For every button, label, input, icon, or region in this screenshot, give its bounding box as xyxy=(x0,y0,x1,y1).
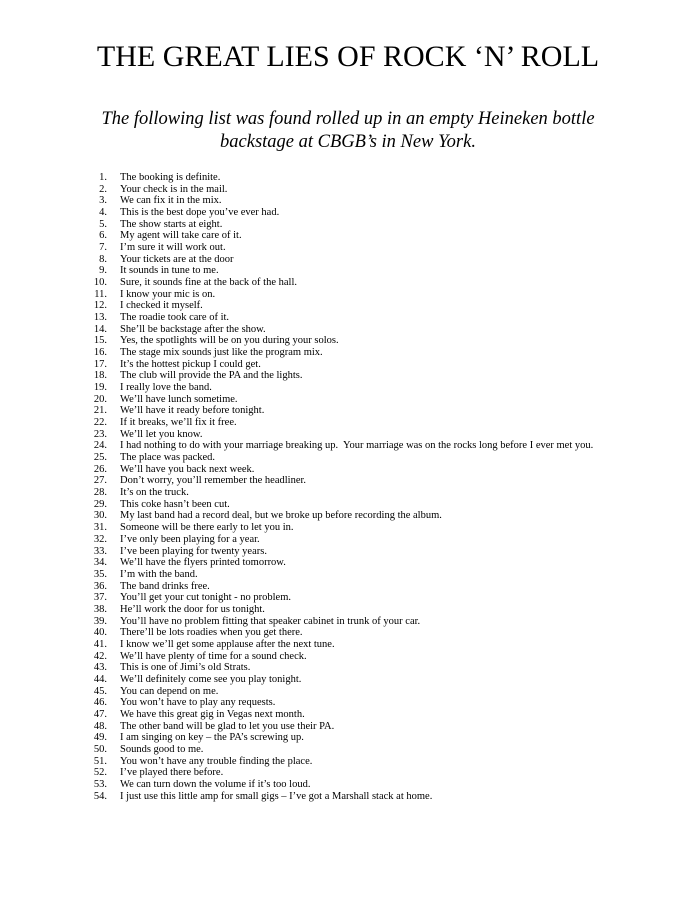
item-text: You won’t have any trouble finding the place. xyxy=(120,755,313,767)
item-number: 31. xyxy=(93,522,107,534)
list-item xyxy=(0,744,593,756)
list-item xyxy=(0,254,593,266)
item-text: The place was packed. xyxy=(120,452,216,464)
list-item xyxy=(0,534,593,546)
item-number: 49. xyxy=(93,732,107,744)
item-number: 34. xyxy=(93,557,107,569)
item-number: 45. xyxy=(93,685,107,697)
list-item xyxy=(0,627,593,639)
item-number: 27. xyxy=(93,475,107,487)
list-item xyxy=(0,405,593,417)
list-item xyxy=(0,195,593,207)
item-text: I’m with the band. xyxy=(120,568,198,580)
item-number: 17. xyxy=(93,358,107,370)
item-text: Sounds good to me. xyxy=(120,743,204,755)
subtitle-line-1: The following list was found rolled up in an empty Heineken bottle xyxy=(101,109,595,129)
item-text: We can turn down the volume if it’s too loud. xyxy=(120,778,311,790)
item-text: It sounds in tune to me. xyxy=(120,265,219,277)
item-number: 16. xyxy=(93,347,107,359)
list-item xyxy=(0,651,593,663)
list-item xyxy=(0,359,593,371)
item-number: 53. xyxy=(93,778,107,790)
list-item xyxy=(0,464,593,476)
item-number: 2. xyxy=(99,183,107,195)
list-item xyxy=(0,335,593,347)
list-item xyxy=(0,510,593,522)
item-text: Yes, the spotlights will be on you during your solos. xyxy=(120,335,339,347)
list-item xyxy=(0,277,593,289)
list-item xyxy=(0,686,593,698)
list-item xyxy=(0,429,593,441)
item-number: 38. xyxy=(93,603,107,615)
list-item xyxy=(0,604,593,616)
list-item xyxy=(0,616,593,628)
list-item xyxy=(0,487,593,499)
item-number: 24. xyxy=(93,440,107,452)
item-text: The club will provide the PA and the lights. xyxy=(120,370,303,382)
item-text: I’ve played there before. xyxy=(120,767,224,779)
list-item xyxy=(0,581,593,593)
item-number: 21. xyxy=(93,405,107,417)
item-number: 40. xyxy=(93,627,107,639)
item-text: This is one of Jimi’s old Strats. xyxy=(120,662,251,674)
item-text: Sure, it sounds fine at the back of the hall. xyxy=(120,277,297,289)
subtitle-line-2: backstage at CBGB’s in New York. xyxy=(220,132,476,152)
list-item xyxy=(0,207,593,219)
item-number: 52. xyxy=(93,767,107,779)
item-text: The band drinks free. xyxy=(120,580,210,592)
item-number: 6. xyxy=(99,230,107,242)
item-number: 41. xyxy=(93,638,107,650)
item-text: We’ll have it ready before tonight. xyxy=(120,405,265,417)
item-text: There’ll be lots roadies when you get there. xyxy=(120,627,303,639)
item-text: Your tickets are at the door xyxy=(120,253,234,265)
item-number: 50. xyxy=(93,743,107,755)
item-number: 18. xyxy=(93,370,107,382)
item-number: 46. xyxy=(93,697,107,709)
item-text: We’ll have the flyers printed tomorrow. xyxy=(120,557,286,569)
list-item xyxy=(0,732,593,744)
item-text: You can depend on me. xyxy=(120,685,219,697)
list-item xyxy=(0,779,593,791)
item-text: We’ll have lunch sometime. xyxy=(120,393,238,405)
list-item xyxy=(0,265,593,277)
item-number: 4. xyxy=(99,207,107,219)
list-item xyxy=(0,219,593,231)
list-item xyxy=(0,475,593,487)
item-number: 35. xyxy=(93,568,107,580)
list-item xyxy=(0,499,593,511)
subtitle xyxy=(0,108,696,154)
item-text: He’ll work the door for us tonight. xyxy=(120,603,265,615)
item-number: 14. xyxy=(93,323,107,335)
item-text: My last band had a record deal, but we broke up before recording the album. xyxy=(120,510,442,522)
item-number: 51. xyxy=(93,755,107,767)
item-text: We’ll have you back next week. xyxy=(120,463,255,475)
item-number: 22. xyxy=(93,417,107,429)
list-item xyxy=(0,592,593,604)
item-text: The stage mix sounds just like the program mix. xyxy=(120,347,323,359)
item-number: 13. xyxy=(93,312,107,324)
item-text: Someone will be there early to let you in. xyxy=(120,522,294,534)
list-item xyxy=(0,709,593,721)
list-item xyxy=(0,546,593,558)
list-item xyxy=(0,184,593,196)
item-number: 44. xyxy=(93,673,107,685)
item-text: We can fix it in the mix. xyxy=(120,195,222,207)
item-number: 8. xyxy=(99,253,107,265)
item-text: You’ll get your cut tonight - no problem. xyxy=(120,592,292,604)
item-text: It’s on the truck. xyxy=(120,487,189,499)
item-text: We’ll have plenty of time for a sound check. xyxy=(120,650,307,662)
list-item xyxy=(0,674,593,686)
item-number: 29. xyxy=(93,498,107,510)
item-text: It’s the hottest pickup I could get. xyxy=(120,358,261,370)
list-item xyxy=(0,522,593,534)
item-number: 12. xyxy=(93,300,107,312)
list-item xyxy=(0,452,593,464)
list-item xyxy=(0,697,593,709)
item-number: 28. xyxy=(93,487,107,499)
list-item xyxy=(0,289,593,301)
item-number: 10. xyxy=(93,277,107,289)
item-text: The booking is definite. xyxy=(120,172,221,183)
item-number: 26. xyxy=(93,463,107,475)
item-number: 1. xyxy=(99,172,107,183)
list-item xyxy=(0,639,593,651)
list-item xyxy=(0,791,593,803)
item-text: My agent will take care of it. xyxy=(120,230,242,242)
item-number: 15. xyxy=(93,335,107,347)
item-number: 30. xyxy=(93,510,107,522)
list-item xyxy=(0,382,593,394)
item-number: 39. xyxy=(93,615,107,627)
item-number: 23. xyxy=(93,428,107,440)
lies-list xyxy=(0,172,593,802)
item-number: 48. xyxy=(93,720,107,732)
list-item xyxy=(0,172,593,184)
list-item xyxy=(0,767,593,779)
list-item xyxy=(0,756,593,768)
item-text: She’ll be backstage after the show. xyxy=(120,323,266,335)
item-text: I checked it myself. xyxy=(120,300,203,312)
item-number: 9. xyxy=(99,265,107,277)
list-item xyxy=(0,557,593,569)
item-text: The show starts at eight. xyxy=(120,218,223,230)
item-text: We’ll let you know. xyxy=(120,428,203,440)
list-item xyxy=(0,440,593,452)
item-text: This coke hasn’t been cut. xyxy=(120,498,230,510)
item-number: 37. xyxy=(93,592,107,604)
item-number: 43. xyxy=(93,662,107,674)
item-text: You’ll have no problem fitting that speaker cabinet in trunk of your car. xyxy=(120,615,421,627)
list-item xyxy=(0,312,593,324)
item-number: 36. xyxy=(93,580,107,592)
item-number: 7. xyxy=(99,242,107,254)
item-text: The other band will be glad to let you use their PA. xyxy=(120,720,335,732)
item-text: We’ll definitely come see you play tonight. xyxy=(120,673,302,685)
item-text: This is the best dope you’ve ever had. xyxy=(120,207,280,219)
item-number: 11. xyxy=(94,288,107,300)
item-number: 19. xyxy=(93,382,107,394)
list-item xyxy=(0,662,593,674)
item-text: I really love the band. xyxy=(120,382,212,394)
list-item xyxy=(0,569,593,581)
item-text: I know your mic is on. xyxy=(120,288,216,300)
list-item xyxy=(0,230,593,242)
item-text: I had nothing to do with your marriage breaking up. Your marriage was on the rocks long before I ever met you. xyxy=(120,440,594,452)
item-number: 42. xyxy=(93,650,107,662)
item-number: 54. xyxy=(93,790,107,802)
page-title: THE GREAT LIES OF ROCK ‘N’ ROLL xyxy=(96,40,600,73)
item-number: 32. xyxy=(93,533,107,545)
list-item xyxy=(0,347,593,359)
item-number: 5. xyxy=(99,218,107,230)
item-text: I’m sure it will work out. xyxy=(120,242,226,254)
list-item xyxy=(0,242,593,254)
list-item xyxy=(0,324,593,336)
item-text: If it breaks, we’ll fix it free. xyxy=(120,417,237,429)
item-number: 25. xyxy=(93,452,107,464)
item-text: We have this great gig in Vegas next month. xyxy=(120,708,305,720)
list-item xyxy=(0,300,593,312)
item-text: I am singing on key – the PA’s screwing up. xyxy=(120,732,304,744)
list-item xyxy=(0,370,593,382)
item-text: The roadie took care of it. xyxy=(120,312,230,324)
item-number: 20. xyxy=(93,393,107,405)
item-text: Your check is in the mail. xyxy=(120,183,228,195)
list-item xyxy=(0,721,593,733)
list-item xyxy=(0,394,593,406)
item-text: I just use this little amp for small gigs – I’ve got a Marshall stack at home. xyxy=(120,790,433,802)
item-text: I’ve been playing for twenty years. xyxy=(120,545,267,557)
list-item xyxy=(0,417,593,429)
item-number: 33. xyxy=(93,545,107,557)
item-number: 47. xyxy=(93,708,107,720)
item-number: 3. xyxy=(99,195,107,207)
item-text: I’ve only been playing for a year. xyxy=(120,533,260,545)
item-text: You won’t have to play any requests. xyxy=(120,697,276,709)
item-text: I know we’ll get some applause after the next tune. xyxy=(120,638,335,650)
item-text: Don’t worry, you’ll remember the headliner. xyxy=(120,475,307,487)
